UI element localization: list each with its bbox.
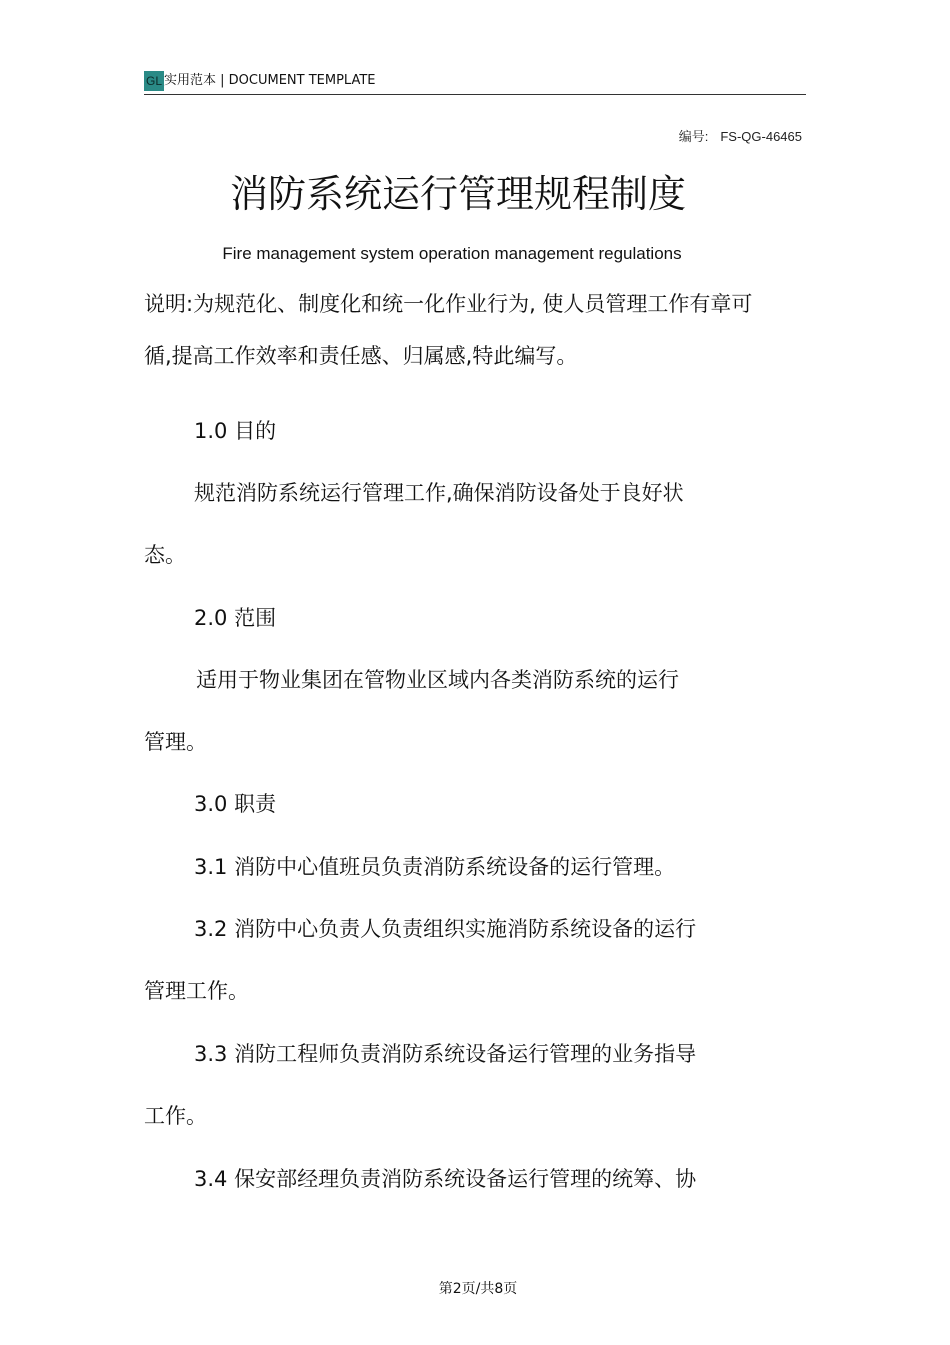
section-1-line-2: 态。	[144, 543, 186, 567]
section-3-4-line-1: 3.4 保安部经理负责消防系统设备运行管理的统筹、协	[194, 1167, 697, 1191]
section-3-3-line-1: 3.3 消防工程师负责消防系统设备运行管理的业务指导	[194, 1042, 697, 1066]
section-3-2-line-1: 3.2 消防中心负责人负责组织实施消防系统设备的运行	[194, 917, 697, 941]
intro-line-2: 循,提高工作效率和责任感、归属感,特此编写。	[144, 344, 578, 368]
document-title: 消防系统运行管理规程制度	[229, 172, 686, 216]
page-footer: 第2页/共8页	[438, 1281, 518, 1297]
document-number	[679, 126, 802, 145]
section-3-2-line-2: 管理工作。	[144, 979, 249, 1003]
gl-logo: GL	[144, 71, 164, 91]
section-2-line-1: 适用于物业集团在管物业区域内各类消防系统的运行	[196, 668, 679, 692]
section-1-heading: 1.0 目的	[194, 419, 277, 443]
section-3-1: 3.1 消防中心值班员负责消防系统设备的运行管理。	[194, 855, 676, 879]
document-number-label: 编号:	[678, 129, 709, 144]
document-number-value: FS-QG-46465	[720, 129, 802, 144]
section-1-line-1: 规范消防系统运行管理工作,确保消防设备处于良好状	[194, 481, 684, 505]
intro-line-1: 说明:为规范化、制度化和统一化作业行为, 使人员管理工作有章可	[144, 292, 753, 316]
section-3-3-line-2: 工作。	[144, 1104, 207, 1128]
section-3-heading: 3.0 职责	[194, 792, 277, 816]
document-subtitle: Fire management system operation management regulations	[222, 244, 682, 263]
header-label: 实用范本 | DOCUMENT TEMPLATE	[164, 73, 376, 88]
section-2-line-2: 管理。	[144, 730, 207, 754]
document-header	[144, 70, 806, 95]
section-2-heading: 2.0 范围	[194, 606, 277, 630]
